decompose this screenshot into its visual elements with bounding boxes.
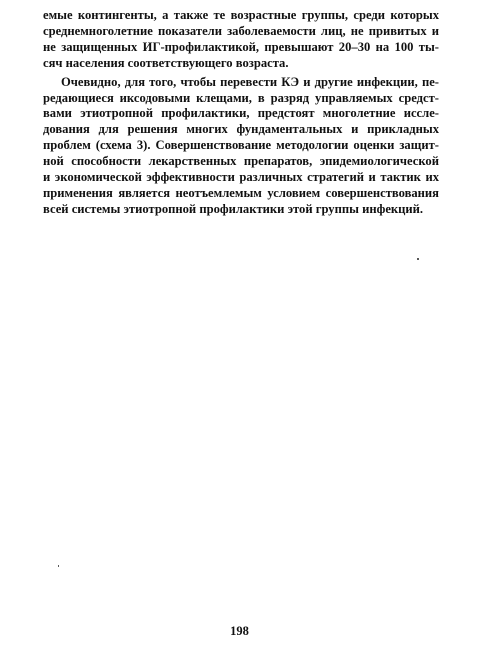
text-line: и экономической эффективности различных стратегий и тактик их bbox=[43, 170, 439, 185]
page-number: 198 bbox=[230, 624, 249, 638]
paragraph-1 bbox=[43, 8, 439, 72]
text-line: дования для решения многих фундаментальных и прикладных bbox=[43, 122, 439, 137]
text-line: среднемноголетние показатели заболеваемости лиц, не привитых и bbox=[43, 23, 439, 38]
text-line: вами этиотропной профилактики, предстоят многолетние иссле- bbox=[43, 106, 439, 121]
text-line: сяч населения соответствующего возраста. bbox=[43, 55, 289, 70]
text-line: Очевидно, для того, чтобы перевести КЭ и другие инфекции, пе- bbox=[61, 74, 439, 89]
text-line: емые контингенты, а также те возрастные группы, среди которых bbox=[43, 8, 439, 22]
paragraph-2 bbox=[43, 75, 439, 218]
text-line: проблем (схема 3). Совершенствование методологии оценки защит- bbox=[43, 138, 439, 153]
text-line: не защищенных ИГ-профилактикой, превышают 20–30 на 100 ты- bbox=[43, 39, 439, 54]
scan-speck bbox=[58, 565, 59, 567]
scan-speck bbox=[417, 258, 419, 260]
text-line: редающиеся иксодовыми клещами, в разряд управляемых средст- bbox=[43, 90, 439, 105]
body-text bbox=[43, 8, 439, 218]
text-line: ной способности лекарственных препаратов, эпидемиологической bbox=[43, 154, 439, 169]
text-line: применения является неотъемлемым условием совершенствования bbox=[43, 185, 439, 200]
text-line: всей системы этиотропной профилактики этой группы инфекций. bbox=[43, 201, 424, 216]
